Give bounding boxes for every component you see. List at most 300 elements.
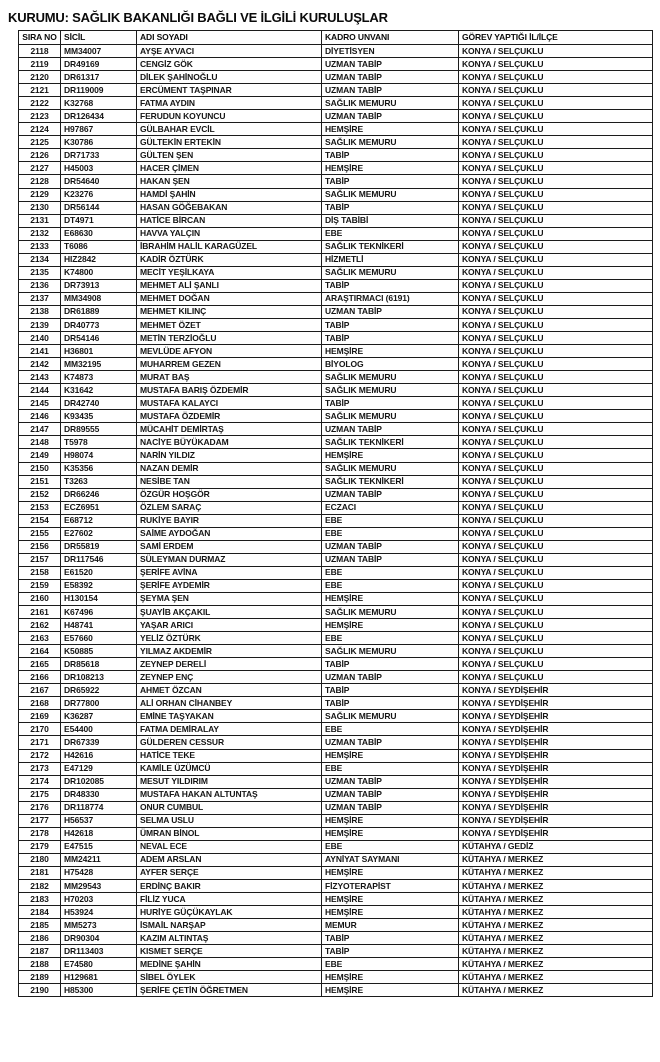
cell-adi-soyadi: GÜLBAHAR EVCİL: [137, 123, 322, 136]
cell-kadro-unvani: HEMŞİRE: [322, 123, 459, 136]
table-row: [19, 162, 653, 175]
table-row: [19, 384, 653, 397]
table-row: [19, 880, 653, 893]
table-row: [19, 227, 653, 240]
cell-kadro-unvani: SAĞLIK TEKNİKERİ: [322, 436, 459, 449]
cell-gorev-il-ilce: KONYA / SELÇUKLU: [459, 110, 653, 123]
cell-sira-no: 2137: [19, 292, 61, 305]
cell-kadro-unvani: ARAŞTIRMACI (6191): [322, 292, 459, 305]
column-header-adi-soyadi: ADI SOYADI: [137, 31, 322, 45]
table-row: [19, 710, 653, 723]
cell-gorev-il-ilce: KONYA / SEYDİŞEHİR: [459, 827, 653, 840]
cell-gorev-il-ilce: KONYA / SELÇUKLU: [459, 332, 653, 345]
cell-adi-soyadi: EMİNE TAŞYAKAN: [137, 710, 322, 723]
cell-kadro-unvani: HEMŞİRE: [322, 592, 459, 605]
cell-adi-soyadi: KISMET SERÇE: [137, 945, 322, 958]
cell-sicil: DR61317: [61, 71, 137, 84]
cell-sicil: DR77800: [61, 697, 137, 710]
cell-kadro-unvani: SAĞLIK MEMURU: [322, 97, 459, 110]
cell-kadro-unvani: UZMAN TABİP: [322, 110, 459, 123]
table-row: [19, 214, 653, 227]
column-header-sicil: SİCİL: [61, 31, 137, 45]
cell-adi-soyadi: YILMAZ AKDEMİR: [137, 645, 322, 658]
cell-adi-soyadi: HATİCE TEKE: [137, 749, 322, 762]
cell-gorev-il-ilce: KÜTAHYA / MERKEZ: [459, 919, 653, 932]
cell-sira-no: 2171: [19, 736, 61, 749]
cell-adi-soyadi: SELMA USLU: [137, 814, 322, 827]
cell-gorev-il-ilce: KONYA / SELÇUKLU: [459, 240, 653, 253]
cell-kadro-unvani: SAĞLIK MEMURU: [322, 136, 459, 149]
cell-gorev-il-ilce: KÜTAHYA / MERKEZ: [459, 932, 653, 945]
cell-sicil: K23276: [61, 188, 137, 201]
table-row: [19, 801, 653, 814]
cell-sira-no: 2146: [19, 410, 61, 423]
cell-sira-no: 2148: [19, 436, 61, 449]
cell-kadro-unvani: UZMAN TABİP: [322, 423, 459, 436]
cell-sira-no: 2178: [19, 827, 61, 840]
table-row: [19, 358, 653, 371]
table-row: [19, 945, 653, 958]
cell-kadro-unvani: HEMŞİRE: [322, 345, 459, 358]
cell-sira-no: 2176: [19, 801, 61, 814]
table-row: [19, 279, 653, 292]
table-header-row: [19, 31, 653, 45]
cell-sicil: DR126434: [61, 110, 137, 123]
page-title: KURUMU: SAĞLIK BAKANLIĞI BAĞLI VE İLGİLİ KURULUŞLAR: [8, 10, 388, 25]
cell-gorev-il-ilce: KONYA / SELÇUKLU: [459, 188, 653, 201]
table-row: [19, 397, 653, 410]
cell-sira-no: 2130: [19, 201, 61, 214]
table-row: [19, 332, 653, 345]
table-row: [19, 240, 653, 253]
cell-sira-no: 2166: [19, 671, 61, 684]
cell-kadro-unvani: UZMAN TABİP: [322, 801, 459, 814]
cell-sicil: T3263: [61, 475, 137, 488]
cell-gorev-il-ilce: KONYA / SELÇUKLU: [459, 384, 653, 397]
cell-gorev-il-ilce: KONYA / SELÇUKLU: [459, 606, 653, 619]
cell-adi-soyadi: METİN TERZİOĞLU: [137, 332, 322, 345]
cell-sicil: DR61889: [61, 305, 137, 318]
cell-sicil: H48741: [61, 619, 137, 632]
cell-sira-no: 2141: [19, 345, 61, 358]
cell-sira-no: 2169: [19, 710, 61, 723]
cell-sira-no: 2183: [19, 893, 61, 906]
cell-adi-soyadi: AYFER SERÇE: [137, 866, 322, 879]
cell-adi-soyadi: YAŞAR ARICI: [137, 619, 322, 632]
cell-sicil: E57660: [61, 632, 137, 645]
cell-sicil: DR102085: [61, 775, 137, 788]
table-row: [19, 723, 653, 736]
cell-sira-no: 2131: [19, 214, 61, 227]
cell-gorev-il-ilce: KONYA / SEYDİŞEHİR: [459, 749, 653, 762]
cell-adi-soyadi: YELİZ ÖZTÜRK: [137, 632, 322, 645]
table-row: [19, 592, 653, 605]
cell-sicil: DR67339: [61, 736, 137, 749]
cell-adi-soyadi: AHMET ÖZCAN: [137, 684, 322, 697]
cell-sira-no: 2187: [19, 945, 61, 958]
cell-kadro-unvani: TABİP: [322, 397, 459, 410]
cell-kadro-unvani: TABİP: [322, 149, 459, 162]
cell-kadro-unvani: EBE: [322, 227, 459, 240]
cell-sira-no: 2120: [19, 71, 61, 84]
cell-adi-soyadi: HACER ÇİMEN: [137, 162, 322, 175]
cell-sira-no: 2167: [19, 684, 61, 697]
table-row: [19, 579, 653, 592]
cell-gorev-il-ilce: KONYA / SELÇUKLU: [459, 371, 653, 384]
cell-gorev-il-ilce: KONYA / SELÇUKLU: [459, 71, 653, 84]
cell-gorev-il-ilce: KÜTAHYA / MERKEZ: [459, 958, 653, 971]
cell-sira-no: 2153: [19, 501, 61, 514]
cell-sira-no: 2182: [19, 880, 61, 893]
cell-gorev-il-ilce: KONYA / SEYDİŞEHİR: [459, 723, 653, 736]
cell-kadro-unvani: ECZACI: [322, 501, 459, 514]
cell-kadro-unvani: TABİP: [322, 332, 459, 345]
cell-sicil: E47129: [61, 762, 137, 775]
table-row: [19, 762, 653, 775]
cell-kadro-unvani: AYNİYAT SAYMANI: [322, 853, 459, 866]
cell-sicil: DR56144: [61, 201, 137, 214]
cell-kadro-unvani: TABİP: [322, 201, 459, 214]
table-row: [19, 266, 653, 279]
cell-adi-soyadi: MUSTAFA BARIŞ ÖZDEMİR: [137, 384, 322, 397]
cell-adi-soyadi: SAİME AYDOĞAN: [137, 527, 322, 540]
cell-adi-soyadi: MEHMET DOĞAN: [137, 292, 322, 305]
table-row: [19, 253, 653, 266]
cell-kadro-unvani: TABİP: [322, 684, 459, 697]
cell-sira-no: 2157: [19, 553, 61, 566]
cell-gorev-il-ilce: KONYA / SELÇUKLU: [459, 97, 653, 110]
cell-kadro-unvani: TABİP: [322, 697, 459, 710]
cell-sicil: H98074: [61, 449, 137, 462]
cell-sicil: H42616: [61, 749, 137, 762]
cell-adi-soyadi: FATMA AYDIN: [137, 97, 322, 110]
cell-sicil: DR42740: [61, 397, 137, 410]
cell-adi-soyadi: ŞEYMA ŞEN: [137, 592, 322, 605]
cell-sicil: DR113403: [61, 945, 137, 958]
cell-adi-soyadi: MUSTAFA KALAYCI: [137, 397, 322, 410]
cell-gorev-il-ilce: KONYA / SELÇUKLU: [459, 410, 653, 423]
cell-sira-no: 2138: [19, 305, 61, 318]
cell-sicil: K67496: [61, 606, 137, 619]
cell-sira-no: 2150: [19, 462, 61, 475]
cell-sira-no: 2126: [19, 149, 61, 162]
cell-gorev-il-ilce: KONYA / SELÇUKLU: [459, 136, 653, 149]
cell-kadro-unvani: UZMAN TABİP: [322, 305, 459, 318]
table-row: [19, 449, 653, 462]
cell-gorev-il-ilce: KONYA / SELÇUKLU: [459, 84, 653, 97]
cell-kadro-unvani: TABİP: [322, 175, 459, 188]
table-row: [19, 462, 653, 475]
cell-kadro-unvani: HEMŞİRE: [322, 906, 459, 919]
cell-gorev-il-ilce: KONYA / SELÇUKLU: [459, 253, 653, 266]
cell-gorev-il-ilce: KONYA / SELÇUKLU: [459, 658, 653, 671]
cell-sicil: DR65922: [61, 684, 137, 697]
cell-adi-soyadi: ALİ ORHAN CİHANBEY: [137, 697, 322, 710]
cell-gorev-il-ilce: KÜTAHYA / MERKEZ: [459, 893, 653, 906]
cell-kadro-unvani: HEMŞİRE: [322, 866, 459, 879]
cell-sicil: DR54640: [61, 175, 137, 188]
cell-gorev-il-ilce: KONYA / SELÇUKLU: [459, 201, 653, 214]
cell-gorev-il-ilce: KONYA / SELÇUKLU: [459, 645, 653, 658]
cell-sira-no: 2186: [19, 932, 61, 945]
cell-gorev-il-ilce: KONYA / SELÇUKLU: [459, 501, 653, 514]
cell-gorev-il-ilce: KONYA / SEYDİŞEHİR: [459, 775, 653, 788]
table-row: [19, 58, 653, 71]
cell-adi-soyadi: NARİN YILDIZ: [137, 449, 322, 462]
table-row: [19, 201, 653, 214]
cell-gorev-il-ilce: KONYA / SELÇUKLU: [459, 318, 653, 331]
cell-sira-no: 2136: [19, 279, 61, 292]
cell-adi-soyadi: HASAN GÖĞEBAKAN: [137, 201, 322, 214]
cell-gorev-il-ilce: KÜTAHYA / MERKEZ: [459, 853, 653, 866]
cell-sicil: DR48330: [61, 788, 137, 801]
cell-kadro-unvani: SAĞLIK MEMURU: [322, 710, 459, 723]
cell-gorev-il-ilce: KONYA / SELÇUKLU: [459, 540, 653, 553]
cell-kadro-unvani: TABİP: [322, 658, 459, 671]
cell-kadro-unvani: TABİP: [322, 318, 459, 331]
cell-kadro-unvani: HEMŞİRE: [322, 814, 459, 827]
cell-sira-no: 2181: [19, 866, 61, 879]
cell-gorev-il-ilce: KONYA / SELÇUKLU: [459, 514, 653, 527]
cell-sicil: H53924: [61, 906, 137, 919]
cell-sira-no: 2184: [19, 906, 61, 919]
cell-sira-no: 2127: [19, 162, 61, 175]
table-row: [19, 749, 653, 762]
table-row: [19, 932, 653, 945]
cell-sicil: T6086: [61, 240, 137, 253]
cell-adi-soyadi: HATİCE BİRCAN: [137, 214, 322, 227]
cell-gorev-il-ilce: KONYA / SELÇUKLU: [459, 345, 653, 358]
cell-sicil: E74580: [61, 958, 137, 971]
cell-sicil: DR40773: [61, 318, 137, 331]
cell-sicil: DR73913: [61, 279, 137, 292]
cell-adi-soyadi: MÜCAHİT DEMİRTAŞ: [137, 423, 322, 436]
cell-sira-no: 2142: [19, 358, 61, 371]
cell-sicil: K50885: [61, 645, 137, 658]
cell-kadro-unvani: UZMAN TABİP: [322, 671, 459, 684]
cell-sira-no: 2177: [19, 814, 61, 827]
cell-sira-no: 2118: [19, 45, 61, 58]
cell-adi-soyadi: ONUR CUMBUL: [137, 801, 322, 814]
cell-gorev-il-ilce: KONYA / SELÇUKLU: [459, 214, 653, 227]
table-row: [19, 423, 653, 436]
cell-kadro-unvani: EBE: [322, 566, 459, 579]
cell-kadro-unvani: MEMUR: [322, 919, 459, 932]
cell-sicil: H45003: [61, 162, 137, 175]
cell-kadro-unvani: UZMAN TABİP: [322, 71, 459, 84]
cell-adi-soyadi: GÜLDEREN CESSUR: [137, 736, 322, 749]
cell-sira-no: 2173: [19, 762, 61, 775]
cell-sira-no: 2168: [19, 697, 61, 710]
cell-adi-soyadi: HURİYE GÜÇÜKAYLAK: [137, 906, 322, 919]
cell-gorev-il-ilce: KÜTAHYA / GEDİZ: [459, 840, 653, 853]
cell-gorev-il-ilce: KONYA / SEYDİŞEHİR: [459, 762, 653, 775]
cell-kadro-unvani: EBE: [322, 958, 459, 971]
cell-gorev-il-ilce: KONYA / SELÇUKLU: [459, 462, 653, 475]
cell-sira-no: 2163: [19, 632, 61, 645]
table-row: [19, 671, 653, 684]
table-row: [19, 893, 653, 906]
cell-sira-no: 2154: [19, 514, 61, 527]
cell-gorev-il-ilce: KONYA / SELÇUKLU: [459, 619, 653, 632]
cell-adi-soyadi: CENGİZ GÖK: [137, 58, 322, 71]
table-row: [19, 736, 653, 749]
table-row: [19, 697, 653, 710]
table-row: [19, 866, 653, 879]
table-row: [19, 345, 653, 358]
table-row: [19, 566, 653, 579]
table-row: [19, 775, 653, 788]
cell-sira-no: 2179: [19, 840, 61, 853]
cell-sira-no: 2149: [19, 449, 61, 462]
cell-kadro-unvani: SAĞLIK MEMURU: [322, 266, 459, 279]
table-row: [19, 553, 653, 566]
cell-gorev-il-ilce: KONYA / SEYDİŞEHİR: [459, 814, 653, 827]
cell-sira-no: 2190: [19, 984, 61, 997]
cell-gorev-il-ilce: KONYA / SEYDİŞEHİR: [459, 710, 653, 723]
cell-sicil: K36287: [61, 710, 137, 723]
cell-sicil: K30786: [61, 136, 137, 149]
cell-kadro-unvani: UZMAN TABİP: [322, 553, 459, 566]
cell-sicil: DT4971: [61, 214, 137, 227]
cell-adi-soyadi: NESİBE TAN: [137, 475, 322, 488]
cell-kadro-unvani: BİYOLOG: [322, 358, 459, 371]
cell-sira-no: 2155: [19, 527, 61, 540]
cell-sicil: K74800: [61, 266, 137, 279]
table-row: [19, 318, 653, 331]
cell-sicil: H97867: [61, 123, 137, 136]
table-row: [19, 123, 653, 136]
cell-sicil: K93435: [61, 410, 137, 423]
table-row: [19, 632, 653, 645]
table-row: [19, 488, 653, 501]
table-row: [19, 149, 653, 162]
cell-adi-soyadi: MUSTAFA HAKAN ALTUNTAŞ: [137, 788, 322, 801]
cell-sicil: DR71733: [61, 149, 137, 162]
cell-kadro-unvani: SAĞLIK MEMURU: [322, 645, 459, 658]
cell-kadro-unvani: UZMAN TABİP: [322, 775, 459, 788]
cell-gorev-il-ilce: KÜTAHYA / MERKEZ: [459, 984, 653, 997]
cell-sicil: MM34908: [61, 292, 137, 305]
cell-gorev-il-ilce: KONYA / SELÇUKLU: [459, 579, 653, 592]
cell-gorev-il-ilce: KÜTAHYA / MERKEZ: [459, 971, 653, 984]
cell-sicil: E68630: [61, 227, 137, 240]
cell-sicil: H36801: [61, 345, 137, 358]
cell-adi-soyadi: NEVAL ECE: [137, 840, 322, 853]
table-row: [19, 827, 653, 840]
cell-sira-no: 2172: [19, 749, 61, 762]
cell-gorev-il-ilce: KONYA / SELÇUKLU: [459, 305, 653, 318]
cell-adi-soyadi: KAMİLE ÜZÜMCÜ: [137, 762, 322, 775]
cell-adi-soyadi: FERUDUN KOYUNCU: [137, 110, 322, 123]
cell-sira-no: 2121: [19, 84, 61, 97]
cell-sira-no: 2123: [19, 110, 61, 123]
cell-sicil: E54400: [61, 723, 137, 736]
cell-adi-soyadi: ŞUAYİB AKÇAKIL: [137, 606, 322, 619]
cell-gorev-il-ilce: KÜTAHYA / MERKEZ: [459, 866, 653, 879]
cell-gorev-il-ilce: KONYA / SEYDİŞEHİR: [459, 697, 653, 710]
cell-gorev-il-ilce: KONYA / SELÇUKLU: [459, 266, 653, 279]
personnel-table: [18, 30, 653, 997]
cell-adi-soyadi: HAVVA YALÇIN: [137, 227, 322, 240]
cell-kadro-unvani: HEMŞİRE: [322, 449, 459, 462]
table-row: [19, 658, 653, 671]
table-row: [19, 188, 653, 201]
cell-adi-soyadi: FİLİZ YUCA: [137, 893, 322, 906]
cell-gorev-il-ilce: KONYA / SELÇUKLU: [459, 436, 653, 449]
table-row: [19, 305, 653, 318]
cell-sira-no: 2132: [19, 227, 61, 240]
cell-adi-soyadi: NACİYE BÜYÜKADAM: [137, 436, 322, 449]
cell-gorev-il-ilce: KONYA / SELÇUKLU: [459, 671, 653, 684]
cell-kadro-unvani: EBE: [322, 632, 459, 645]
cell-kadro-unvani: UZMAN TABİP: [322, 736, 459, 749]
cell-adi-soyadi: ŞERİFE ÇETİN ÖĞRETMEN: [137, 984, 322, 997]
cell-sira-no: 2134: [19, 253, 61, 266]
cell-sira-no: 2170: [19, 723, 61, 736]
table-row: [19, 45, 653, 58]
cell-adi-soyadi: SÜLEYMAN DURMAZ: [137, 553, 322, 566]
table-body: [19, 45, 653, 997]
cell-gorev-il-ilce: KONYA / SELÇUKLU: [459, 123, 653, 136]
cell-sicil: MM34007: [61, 45, 137, 58]
cell-adi-soyadi: MUSTAFA ÖZDEMİR: [137, 410, 322, 423]
cell-sicil: E61520: [61, 566, 137, 579]
cell-sicil: DR90304: [61, 932, 137, 945]
cell-sicil: H75428: [61, 866, 137, 879]
cell-adi-soyadi: ADEM ARSLAN: [137, 853, 322, 866]
cell-sicil: H42618: [61, 827, 137, 840]
cell-sira-no: 2188: [19, 958, 61, 971]
cell-adi-soyadi: ZEYNEP DERELİ: [137, 658, 322, 671]
table-row: [19, 71, 653, 84]
cell-sira-no: 2156: [19, 540, 61, 553]
table-row: [19, 606, 653, 619]
cell-sicil: DR85618: [61, 658, 137, 671]
cell-kadro-unvani: DİŞ TABİBİ: [322, 214, 459, 227]
table-header: [19, 31, 653, 45]
cell-sicil: H85300: [61, 984, 137, 997]
cell-kadro-unvani: UZMAN TABİP: [322, 488, 459, 501]
cell-gorev-il-ilce: KONYA / SELÇUKLU: [459, 566, 653, 579]
cell-kadro-unvani: SAĞLIK TEKNİKERİ: [322, 240, 459, 253]
cell-sira-no: 2119: [19, 58, 61, 71]
cell-kadro-unvani: TABİP: [322, 945, 459, 958]
cell-kadro-unvani: SAĞLIK TEKNİKERİ: [322, 475, 459, 488]
cell-sira-no: 2151: [19, 475, 61, 488]
cell-sicil: K32768: [61, 97, 137, 110]
table-row: [19, 853, 653, 866]
table-row: [19, 371, 653, 384]
column-header-kadro-unvani: KADRO UNVANI: [322, 31, 459, 45]
cell-sira-no: 2133: [19, 240, 61, 253]
cell-kadro-unvani: SAĞLIK MEMURU: [322, 371, 459, 384]
cell-gorev-il-ilce: KONYA / SELÇUKLU: [459, 162, 653, 175]
cell-gorev-il-ilce: KONYA / SELÇUKLU: [459, 397, 653, 410]
table-row: [19, 814, 653, 827]
table-row: [19, 110, 653, 123]
cell-sira-no: 2144: [19, 384, 61, 397]
table-row: [19, 410, 653, 423]
table-row: [19, 175, 653, 188]
cell-adi-soyadi: ÖZGÜR HOŞGÖR: [137, 488, 322, 501]
table-row: [19, 906, 653, 919]
cell-kadro-unvani: EBE: [322, 840, 459, 853]
cell-sicil: H130154: [61, 592, 137, 605]
table-row: [19, 540, 653, 553]
cell-kadro-unvani: UZMAN TABİP: [322, 58, 459, 71]
cell-sicil: K31642: [61, 384, 137, 397]
